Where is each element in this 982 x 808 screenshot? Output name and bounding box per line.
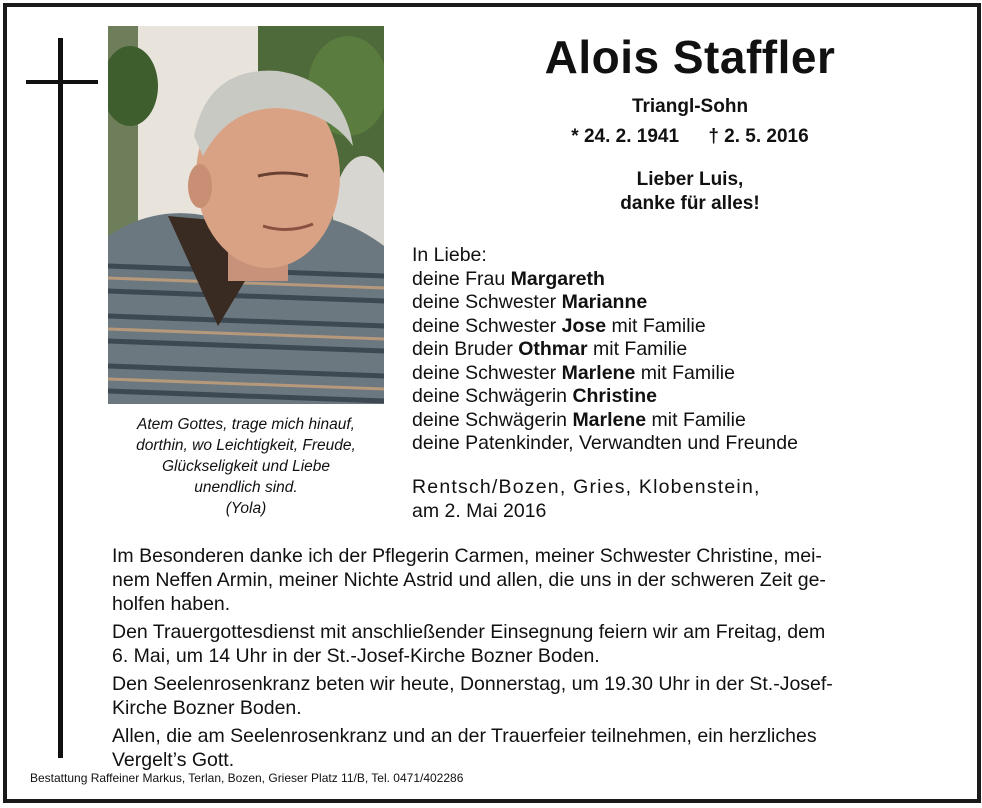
quote-line: Glückseligkeit und Liebe [161, 458, 331, 475]
family-member: deine Schwester Marlene mit Familie [412, 361, 735, 384]
thanks-message [480, 168, 900, 216]
place-and-date [412, 476, 761, 523]
birth-date: * 24. 2. 1941 [571, 126, 680, 147]
announcement-body: Im Besonderen danke ich der Pflegerin Carmen, meiner Schwester Christine, mei- nem Neffen Armin, meiner Nichte Astrid und allen, die uns in der schweren Zeit ge- holfen haben. Den Trauergottesdienst mit anschließender Einsegnung feiern wir am Freitag, dem 6. Mai, um 14 Uhr in der St.-Josef-Kirche Bozner Boden. Den Seelenrosenkranz beten wir heute, Donnerstag, um 19.30 Uhr in der St.-Josef- Kirche Bozner Boden. Allen, die am Seelenrosenkranz und an der Trauerfeier teilnehmen, ein herzliches Vergelt’s Gott. [112, 545, 833, 771]
family-list [412, 244, 798, 456]
thanks-line: danke für alles! [620, 193, 760, 214]
date-line: am 2. Mai 2016 [412, 499, 547, 522]
place-line: Rentsch/Bozen, Gries, Klobenstein, [412, 476, 761, 498]
quote-author: (Yola) [225, 500, 267, 517]
family-member: deine Schwester Marianne [412, 291, 648, 313]
family-member: deine Schwägerin Christine [412, 385, 657, 407]
cross-icon [58, 38, 63, 758]
family-intro: In Liebe: [412, 244, 487, 266]
thanks-line: Lieber Luis, [636, 169, 744, 190]
portrait-photo [108, 26, 384, 404]
family-member: dein Bruder Othmar mit Familie [412, 338, 688, 360]
family-member: deine Schwester Jose mit Familie [412, 314, 706, 337]
death-date: † 2. 5. 2016 [708, 126, 809, 147]
family-member: deine Patenkinder, Verwandten und Freunde [412, 432, 798, 454]
funeral-home-footer: Bestattung Raffeiner Markus, Terlan, Bozen, Grieser Platz 11/B, Tel. 0471/402286 [30, 771, 464, 785]
cross-icon-bar [26, 80, 98, 84]
memorial-quote [100, 414, 392, 519]
quote-line: unendlich sind. [194, 479, 298, 496]
deceased-nickname: Triangl-Sohn [631, 96, 749, 117]
life-dates [480, 126, 900, 148]
family-member: deine Schwägerin Marlene mit Familie [412, 408, 746, 431]
family-member: deine Frau Margareth [412, 267, 605, 290]
deceased-name: Alois Staffler [544, 31, 836, 83]
quote-line: Atem Gottes, trage mich hinauf, [137, 416, 355, 433]
quote-line: dorthin, wo Leichtigkeit, Freude, [136, 437, 356, 454]
